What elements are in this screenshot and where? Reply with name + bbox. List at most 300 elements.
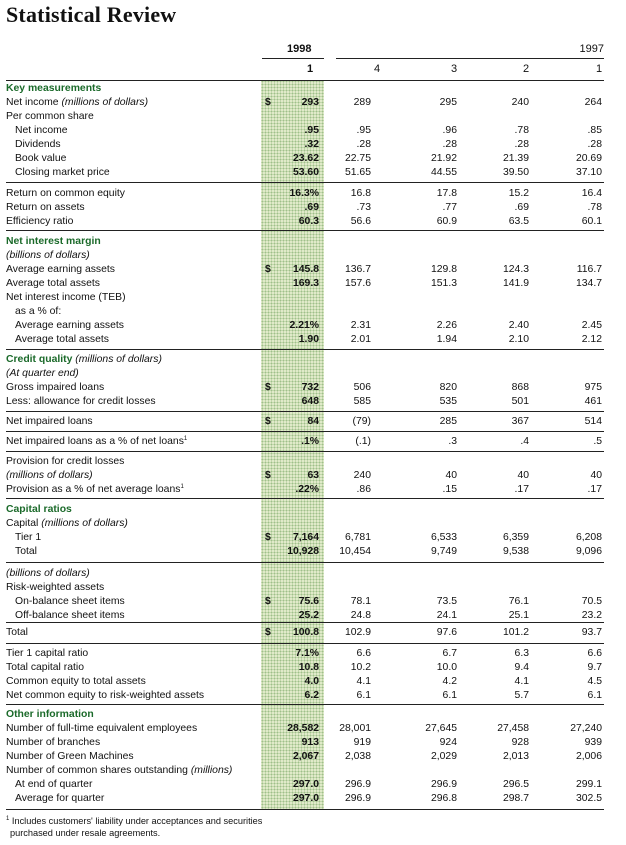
page-title: Statistical Review: [6, 2, 177, 27]
row-divider: [6, 411, 604, 412]
row-label-text: Number of common shares outstanding: [6, 765, 188, 776]
row-label: [6, 353, 162, 367]
value-current-quarter: 75.6: [298, 596, 319, 607]
value-cell: 6,208: [575, 532, 602, 543]
row-label: [6, 503, 72, 517]
table-row: [6, 367, 604, 381]
value-cell: 820: [439, 382, 457, 393]
row-label-text: (billions of dollars): [6, 250, 90, 261]
value-cell: 296.9: [430, 779, 457, 790]
row-label: [6, 235, 101, 249]
row-label-text: Total: [6, 627, 28, 638]
value-cell: .69: [514, 202, 529, 213]
value-current-quarter: 28,582: [287, 723, 319, 734]
value-cell: 535: [439, 396, 457, 407]
table-row: [6, 110, 604, 124]
value-current-quarter: 53.60: [292, 167, 319, 178]
row-divider: [6, 451, 604, 452]
table-row: [6, 792, 604, 806]
row-divider: [6, 562, 604, 563]
row-label-text: Net interest income (TEB): [6, 292, 126, 303]
value-cell: 27,645: [425, 723, 457, 734]
value-current-quarter: 6.2: [304, 690, 319, 701]
value-cell: .77: [442, 202, 457, 213]
row-divider: [6, 498, 604, 499]
value-cell: 2,006: [575, 751, 602, 762]
value-cell: 20.69: [575, 153, 602, 164]
table-row: [6, 503, 604, 517]
row-label-unit: (millions): [187, 765, 233, 776]
quarter-header: 2: [523, 63, 530, 75]
table-row: [6, 249, 604, 263]
row-label: [6, 291, 126, 305]
row-label: [15, 778, 92, 792]
table-row: [6, 750, 604, 764]
row-divider: [6, 182, 604, 183]
row-label: [6, 764, 232, 778]
row-label-text: Other information: [6, 709, 94, 720]
row-label-unit: (millions of dollars): [38, 518, 128, 529]
value-cell: 299.1: [575, 779, 602, 790]
value-cell: 5.7: [514, 690, 529, 701]
row-label-text: Net impaired loans: [6, 416, 93, 427]
value-cell: .73: [356, 202, 371, 213]
row-label-unit: (millions of dollars): [72, 354, 162, 365]
footnote-ref: 1: [183, 436, 188, 442]
value-current-quarter: 10.8: [298, 662, 319, 673]
table-row: [6, 764, 604, 778]
row-label: [6, 215, 73, 229]
row-divider: [6, 704, 604, 705]
row-label-text: Total: [15, 546, 37, 557]
value-cell: .28: [442, 139, 457, 150]
value-cell: 17.8: [436, 188, 457, 199]
value-cell: 16.4: [581, 188, 602, 199]
row-label: [15, 166, 110, 180]
value-cell: 6.3: [514, 648, 529, 659]
row-label-text: At end of quarter: [15, 779, 93, 790]
value-cell: 6,533: [430, 532, 457, 543]
value-cell: 10.0: [436, 662, 457, 673]
value-cell: .3: [448, 436, 457, 447]
row-label-text: Average earning assets: [6, 264, 115, 275]
row-label: [6, 689, 204, 703]
value-cell: 367: [511, 416, 529, 427]
value-cell: 157.6: [344, 278, 371, 289]
value-current-quarter: 7,164: [292, 532, 319, 543]
row-label-text: (millions of dollars): [6, 470, 93, 481]
table-row: [6, 124, 604, 138]
table-row: [6, 675, 604, 689]
row-label: [6, 483, 184, 497]
value-cell: 9.4: [514, 662, 529, 673]
row-label-text: Number of full-time equivalent employees: [6, 723, 198, 734]
value-current-quarter: 297.0: [292, 779, 319, 790]
value-cell: 285: [439, 416, 457, 427]
value-cell: 4.1: [356, 676, 371, 687]
value-cell: 2.10: [508, 334, 529, 345]
value-cell: 2.31: [350, 320, 371, 331]
value-cell: 51.65: [344, 167, 371, 178]
table-row: [6, 319, 604, 333]
value-cell: 2.12: [581, 334, 602, 345]
row-label-text: Net common equity to risk-weighted assets: [6, 690, 205, 701]
row-label: [15, 152, 66, 166]
year-prior: 1997: [579, 43, 604, 55]
table-row: [6, 455, 604, 469]
value-current-quarter: .32: [304, 139, 319, 150]
value-current-quarter: 2,067: [292, 751, 319, 762]
row-label: [6, 661, 84, 675]
value-cell: (79): [352, 416, 371, 427]
row-label: [15, 333, 109, 347]
table-row: [6, 736, 604, 750]
row-label-text: Average total assets: [6, 278, 100, 289]
value-cell: .78: [587, 202, 602, 213]
table-row: [6, 722, 604, 736]
value-current-quarter: 23.62: [292, 153, 319, 164]
row-divider: [6, 431, 604, 432]
row-label: [6, 96, 148, 110]
row-label-text: Provision for credit losses: [6, 456, 125, 467]
table-row: [6, 595, 604, 609]
row-label-text: Average for quarter: [15, 793, 105, 804]
table-row: [6, 531, 604, 545]
value-cell: 240: [353, 470, 371, 481]
footnote-line-2: purchased under resale agreements.: [10, 828, 161, 838]
value-cell: 78.1: [350, 596, 371, 607]
value-cell: 302.5: [575, 793, 602, 804]
value-current-quarter: 16.3%: [289, 188, 319, 199]
table-row: [6, 82, 604, 96]
value-cell: .4: [520, 436, 529, 447]
value-cell: 939: [584, 737, 602, 748]
value-cell: 9,538: [502, 546, 529, 557]
value-cell: 93.7: [581, 627, 602, 638]
value-cell: 296.9: [344, 779, 371, 790]
value-cell: 151.3: [430, 278, 457, 289]
row-label: [6, 367, 79, 381]
row-label: [6, 708, 94, 722]
table-row: [6, 609, 604, 623]
row-label-text: Number of branches: [6, 737, 101, 748]
row-label-text: Gross impaired loans: [6, 382, 105, 393]
value-cell: 63.5: [508, 216, 529, 227]
row-label-text: Net income: [6, 97, 59, 108]
row-label: [15, 531, 41, 545]
row-label-text: (billions of dollars): [6, 568, 90, 579]
value-cell: 60.9: [436, 216, 457, 227]
value-cell: 15.2: [508, 188, 529, 199]
value-cell: 2,013: [502, 751, 529, 762]
value-cell: (.1): [355, 436, 371, 447]
table-row: [6, 235, 604, 249]
value-current-quarter: 913: [301, 737, 319, 748]
value-current-quarter: 60.3: [298, 216, 319, 227]
value-current-quarter: 732: [301, 382, 319, 393]
value-cell: 129.8: [430, 264, 457, 275]
value-cell: .28: [587, 139, 602, 150]
table-row: [6, 152, 604, 166]
value-cell: 56.6: [350, 216, 371, 227]
row-label: [6, 249, 90, 263]
value-cell: 240: [511, 97, 529, 108]
row-divider: [6, 643, 604, 644]
value-cell: 116.7: [576, 264, 602, 275]
row-label: [6, 567, 90, 581]
value-cell: 2,029: [430, 751, 457, 762]
row-label: [15, 305, 61, 319]
value-cell: 60.1: [581, 216, 602, 227]
table-row: [6, 381, 604, 395]
row-label-unit: (millions of dollars): [58, 97, 149, 108]
currency-symbol: $: [265, 97, 271, 108]
value-cell: .78: [514, 125, 529, 136]
value-cell: 585: [353, 396, 371, 407]
row-label-text: Dividends: [15, 139, 61, 150]
value-cell: 21.92: [430, 153, 457, 164]
value-current-quarter: .69: [304, 202, 319, 213]
row-label-text: Off-balance sheet items: [15, 610, 125, 621]
row-label: [15, 319, 124, 333]
table-row: [6, 469, 604, 483]
row-label-text: Book value: [15, 153, 67, 164]
header-rule-main: [6, 80, 604, 81]
value-cell: 1.94: [436, 334, 457, 345]
row-label: [6, 647, 88, 661]
value-cell: 4.1: [514, 676, 529, 687]
value-cell: 514: [584, 416, 602, 427]
value-cell: 298.7: [502, 793, 529, 804]
value-cell: .28: [514, 139, 529, 150]
row-label: [6, 517, 128, 531]
value-cell: 461: [584, 396, 602, 407]
value-cell: 9.7: [587, 662, 602, 673]
value-cell: 39.50: [502, 167, 529, 178]
currency-symbol: $: [265, 264, 271, 275]
row-label: [6, 736, 100, 750]
value-cell: 70.5: [581, 596, 602, 607]
value-cell: .5: [593, 436, 602, 447]
row-label: [15, 124, 68, 138]
value-cell: 136.7: [344, 264, 371, 275]
quarter-header: 3: [451, 63, 458, 75]
value-cell: 124.3: [502, 264, 529, 275]
row-label: [6, 469, 93, 483]
row-label-text: Efficiency ratio: [6, 216, 74, 227]
value-cell: 134.7: [575, 278, 602, 289]
value-cell: .95: [356, 125, 371, 136]
value-cell: 44.55: [430, 167, 457, 178]
footnote-mark: 1: [6, 816, 10, 822]
value-cell: .28: [356, 139, 371, 150]
row-label: [6, 415, 93, 429]
row-label-text: Capital ratios: [6, 504, 72, 515]
row-label: [6, 455, 124, 469]
row-label-text: Average total assets: [15, 334, 109, 345]
quarter-header: 1: [596, 63, 603, 75]
row-label: [6, 395, 156, 409]
value-cell: 27,240: [570, 723, 602, 734]
value-cell: 506: [353, 382, 371, 393]
value-current-quarter: 169.3: [292, 278, 319, 289]
value-cell: 264: [584, 97, 602, 108]
row-divider: [6, 230, 604, 231]
currency-symbol: $: [265, 627, 271, 638]
row-label-text: Return on assets: [6, 202, 85, 213]
table-row: [6, 96, 604, 110]
value-cell: 289: [353, 97, 371, 108]
table-row: [6, 215, 604, 229]
value-current-quarter: 63: [307, 470, 319, 481]
value-cell: 40: [590, 470, 602, 481]
table-row: [6, 277, 604, 291]
table-row: [6, 187, 604, 201]
row-label: [6, 675, 146, 689]
value-current-quarter: 297.0: [292, 793, 319, 804]
row-label-text: Less: allowance for credit losses: [6, 396, 156, 407]
value-current-quarter: 648: [301, 396, 319, 407]
value-current-quarter: .1%: [301, 436, 319, 447]
value-current-quarter: 25.2: [298, 610, 319, 621]
value-cell: 10.2: [350, 662, 371, 673]
row-label-text: Tier 1 capital ratio: [6, 648, 89, 659]
row-label: [15, 138, 61, 152]
row-label-text: (At quarter end): [6, 368, 79, 379]
value-current-quarter: 293: [301, 97, 319, 108]
value-cell: 6.1: [442, 690, 457, 701]
value-current-quarter: .22%: [295, 484, 319, 495]
value-cell: 296.8: [430, 793, 457, 804]
row-label: [6, 277, 100, 291]
value-current-quarter: 4.0: [304, 676, 319, 687]
table-row: [6, 567, 604, 581]
value-cell: 102.9: [344, 627, 371, 638]
value-cell: .96: [442, 125, 457, 136]
table-row: [6, 483, 604, 497]
value-cell: 24.1: [436, 610, 457, 621]
row-label-text: Net income: [15, 125, 68, 136]
value-cell: 6.1: [356, 690, 371, 701]
table-row: [6, 291, 604, 305]
value-cell: 10,454: [339, 546, 371, 557]
row-label: [6, 381, 104, 395]
row-label: [6, 263, 115, 277]
row-label: [15, 595, 125, 609]
table-row: [6, 661, 604, 675]
value-cell: 101.2: [502, 627, 529, 638]
value-cell: 9,096: [575, 546, 602, 557]
row-label-text: Average earning assets: [15, 320, 124, 331]
table-row: [6, 647, 604, 661]
value-cell: 40: [445, 470, 457, 481]
value-cell: 141.9: [502, 278, 529, 289]
table-row: [6, 626, 604, 640]
row-divider: [6, 349, 604, 350]
value-current-quarter: .95: [304, 125, 319, 136]
row-label-text: Number of Green Machines: [6, 751, 134, 762]
table-row: [6, 435, 604, 449]
row-label: [6, 750, 134, 764]
value-current-quarter: 7.1%: [295, 648, 319, 659]
row-label: [6, 110, 94, 124]
row-label: [15, 792, 104, 806]
value-cell: 6.7: [442, 648, 457, 659]
row-label: [15, 545, 37, 559]
row-label-text: On-balance sheet items: [15, 596, 125, 607]
row-label-text: Net impaired loans as a % of net loans: [6, 436, 184, 447]
row-label: [15, 609, 125, 623]
value-cell: 73.5: [436, 596, 457, 607]
quarter-header: 4: [374, 63, 381, 75]
value-current-quarter: 1.90: [298, 334, 319, 345]
currency-symbol: $: [265, 416, 271, 427]
row-label-text: Return on common equity: [6, 188, 125, 199]
footnote-ref: 1: [180, 484, 184, 490]
value-cell: 975: [584, 382, 602, 393]
table-row: [6, 263, 604, 277]
value-current-quarter: 84: [307, 416, 319, 427]
row-label: [6, 722, 197, 736]
row-label-text: Capital: [6, 518, 39, 529]
row-label: [6, 626, 28, 640]
value-current-quarter: 100.8: [292, 627, 319, 638]
currency-symbol: $: [265, 470, 271, 481]
value-cell: 295: [439, 97, 457, 108]
row-label: [6, 82, 101, 96]
value-cell: 16.8: [350, 188, 371, 199]
value-current-quarter: 145.8: [292, 264, 319, 275]
value-cell: 296.5: [502, 779, 529, 790]
value-cell: 2,038: [344, 751, 371, 762]
value-cell: .85: [587, 125, 602, 136]
value-cell: 928: [511, 737, 529, 748]
value-cell: 6.6: [587, 648, 602, 659]
value-cell: 6,781: [344, 532, 371, 543]
value-cell: .17: [514, 484, 529, 495]
row-label-text: Provision as a % of net average loans: [6, 484, 181, 495]
value-cell: 22.75: [344, 153, 371, 164]
row-label: [6, 187, 125, 201]
row-label-text: Credit quality: [6, 354, 73, 365]
value-cell: 2.40: [508, 320, 529, 331]
value-cell: 6,359: [502, 532, 529, 543]
value-cell: 4.5: [587, 676, 602, 687]
value-cell: .17: [587, 484, 602, 495]
table-row: [6, 708, 604, 722]
table-row: [6, 353, 604, 367]
value-cell: 25.1: [508, 610, 529, 621]
footnote-line-1: Includes customers' liability under acceptances and securities: [11, 816, 263, 826]
table-row: [6, 305, 604, 319]
value-cell: 23.2: [581, 610, 602, 621]
value-cell: .86: [356, 484, 371, 495]
value-current-quarter: 10,928: [287, 546, 319, 557]
table-row: [6, 545, 604, 559]
table-row: [6, 395, 604, 409]
currency-symbol: $: [265, 382, 271, 393]
header-rule-1997: [336, 58, 604, 59]
value-cell: 2.45: [581, 320, 602, 331]
row-label-text: Common equity to total assets: [6, 676, 146, 687]
table-row: [6, 166, 604, 180]
value-cell: 2.01: [350, 334, 371, 345]
value-cell: 4.2: [442, 676, 457, 687]
value-cell: 97.6: [436, 627, 457, 638]
currency-symbol: $: [265, 532, 271, 543]
value-cell: 21.39: [502, 153, 529, 164]
currency-symbol: $: [265, 596, 271, 607]
